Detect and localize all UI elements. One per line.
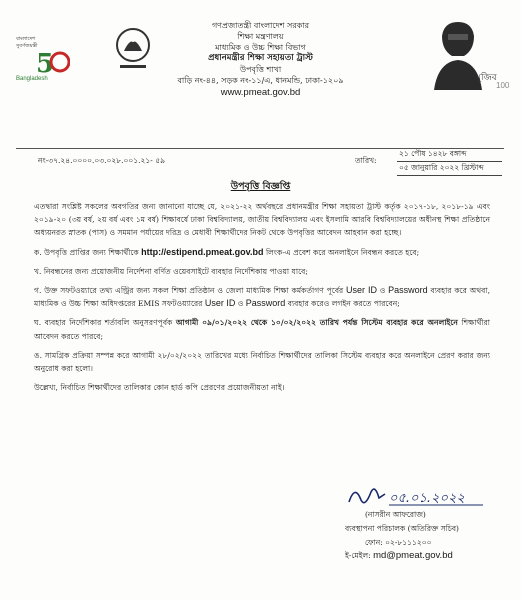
- website-link[interactable]: www.pmeat.gov.bd: [220, 87, 301, 98]
- point-gha-text-end: শিক্ষার্থীরা আবেদন করতে পারবে;: [34, 318, 490, 341]
- password-term-2: Password: [245, 298, 286, 309]
- letterhead: [0, 20, 521, 99]
- point-ga-and-2: ও: [237, 299, 244, 309]
- svg-text:মুজিব: মুজিব: [476, 73, 497, 83]
- reference-number: নং-৩৭.২৪.০০০০.০৩.০২৮.০০১.২১- ৫৯: [38, 156, 165, 165]
- signatory-designation: ব্যবস্থাপনা পরিচালক (অতিরিক্ত সচিব): [345, 524, 459, 533]
- date-bangla: ২১ পৌষ ১৪২৮ বঙ্গাব্দ: [397, 148, 502, 162]
- email-link[interactable]: md@pmeat.gov.bd: [373, 550, 453, 561]
- ministry-line: শিক্ষা মন্ত্রণালয়: [237, 32, 284, 41]
- user-id-term: User ID: [346, 285, 377, 296]
- address-line: বাড়ি নং-৪৪, সড়ক নং-১১/এ, ধানমন্ডি, ঢাকা-১২০৯: [177, 76, 344, 85]
- svg-text:বাংলাদেশ: বাংলাদেশ: [16, 36, 36, 42]
- signatory-email-row: [345, 550, 453, 563]
- email-label: ই-মেইল:: [345, 551, 371, 560]
- point-gha: [34, 316, 490, 342]
- point-umo: ঙ. সামগ্রিক প্রক্রিয়া সম্পন্ন করে আগামী ২৮/০২/২০২২ তারিখের মধ্যে নির্বাচিত শিক্ষার্থীদের তালিকা সিস্টেম ব্যবহার করে অনলাইনে প্রেরণ করার জন্য অনুরোধ করা হলো।: [34, 350, 490, 374]
- point-ka-text: ক. উপবৃত্তি প্রাপ্তির জন্য শিক্ষার্থীকে: [34, 247, 139, 257]
- date-english: ০৫ জানুয়ারি ২০২২ খ্রিস্টাব্দ: [397, 162, 502, 176]
- notice-body: [34, 200, 490, 400]
- point-gha-text: ঘ. ব্যবহার নির্দেশিকার শর্তাবলি অনুসরণপূর্বক: [34, 318, 173, 328]
- user-id-term-2: User ID: [204, 298, 236, 309]
- trust-line: প্রধানমন্ত্রীর শিক্ষা সহায়তা ট্রাস্ট: [208, 53, 313, 63]
- estipend-link[interactable]: http://estipend.pmeat.gov.bd: [141, 246, 264, 257]
- logo-caption: Bangladesh: [16, 76, 48, 82]
- application-period: আগামী ০৯/০১/২০২২ থেকে ১০/০২/২০২২ তারিখ পর্যন্ত সিস্টেম ব্যবহার করে অনলাইনে: [175, 318, 458, 328]
- handwritten-signature: [345, 480, 485, 510]
- govt-line: গণপ্রজাতন্ত্রী বাংলাদেশ সরকার: [211, 21, 310, 30]
- signature-date: ০৫.০১.২০২২: [389, 491, 465, 506]
- point-ga-text-3: ব্যবহার করেও লগইন করতে পারবেন;: [287, 299, 400, 309]
- signatory-phone: ফোন: ০২-৮১১১২০০: [365, 538, 432, 547]
- date-label: তারিখ:: [355, 156, 377, 165]
- point-ka-text-end: লিংক-এ প্রবেশ করে অনলাইনে নিবন্ধন করতে হবে;: [265, 247, 420, 257]
- note-paragraph: উল্লেখ্য, নির্বাচিত শিক্ষার্থীদের তালিকার কোন হার্ড কপি প্রেরণের প্রয়োজনীয়তা নাই।: [34, 383, 285, 393]
- section-line: উপবৃত্তি শাখা: [239, 65, 282, 74]
- point-ga-and: ও: [379, 286, 386, 296]
- svg-text:100: 100: [496, 81, 510, 90]
- date-block: [397, 148, 502, 176]
- intro-paragraph: এতদ্বারা সংশ্লিষ্ট সকলের অবগতির জন্য জানানো যাচ্ছে যে, ২০২১-২২ অর্থবছরে প্রধানমন্ত্রীর শিক্ষা সহায়তা ট্রাস্ট কর্তৃক ২০১৭-১৮, ২০১৮-১৯ এবং ২০১৯-২০ (৩য় বর্ষ, ২য় বর্ষ এবং ১ম বর্ষ) শিক্ষাবর্ষে ঢাকা বিশ্ববিদ্যালয়, জাতীয় বিশ্ববিদ্যালয় এবং ইসলামি আরবি বিশ্ববিদ্যালয়ের অধীনস্থ শিক্ষা প্রতিষ্ঠানে অধ্যয়নরত স্নাতক (পাস) ও সমমান পর্যায়ের দরিদ্র ও মেধাবী শিক্ষার্থীদের নিকট থেকে উপবৃত্তির আবেদন আহবান করা হচ্ছে।: [34, 202, 490, 238]
- point-ka: [34, 246, 490, 259]
- svg-text:সুবর্ণজয়ন্তী: সুবর্ণজয়ন্তী: [16, 43, 38, 49]
- point-ga-text-2: ব্যবহার করে অথবা, মাধ্যমিক ও উচ্চ শিক্ষা অধিদপ্তরের EMIS সফটওয়্যারের: [34, 286, 491, 309]
- division-line: মাধ্যমিক ও উচ্চ শিক্ষা বিভাগ: [215, 43, 306, 52]
- point-kha: খ. নিবন্ধনের জন্য প্রয়োজনীয় নির্দেশনা বর্ণিত ওয়েবসাইটে ব্যবহার নির্দেশিকায় পাওয়া যাবে;: [34, 266, 308, 276]
- point-ga: [34, 284, 490, 310]
- password-term: Password: [388, 285, 428, 296]
- notice-title: উপবৃত্তি বিজ্ঞপ্তি: [230, 181, 291, 192]
- svg-text:5: 5: [36, 49, 55, 79]
- signatory-name: (নাসরীন আফরোজ): [365, 510, 426, 519]
- point-ga-text: গ. উক্ত সফটওয়্যারে তথ্য এন্ট্রির জন্য সকল শিক্ষা প্রতিষ্ঠান ও জেলা মাধ্যমিক শিক্ষা কর্মকর্তাগণ পূর্বের: [34, 286, 344, 296]
